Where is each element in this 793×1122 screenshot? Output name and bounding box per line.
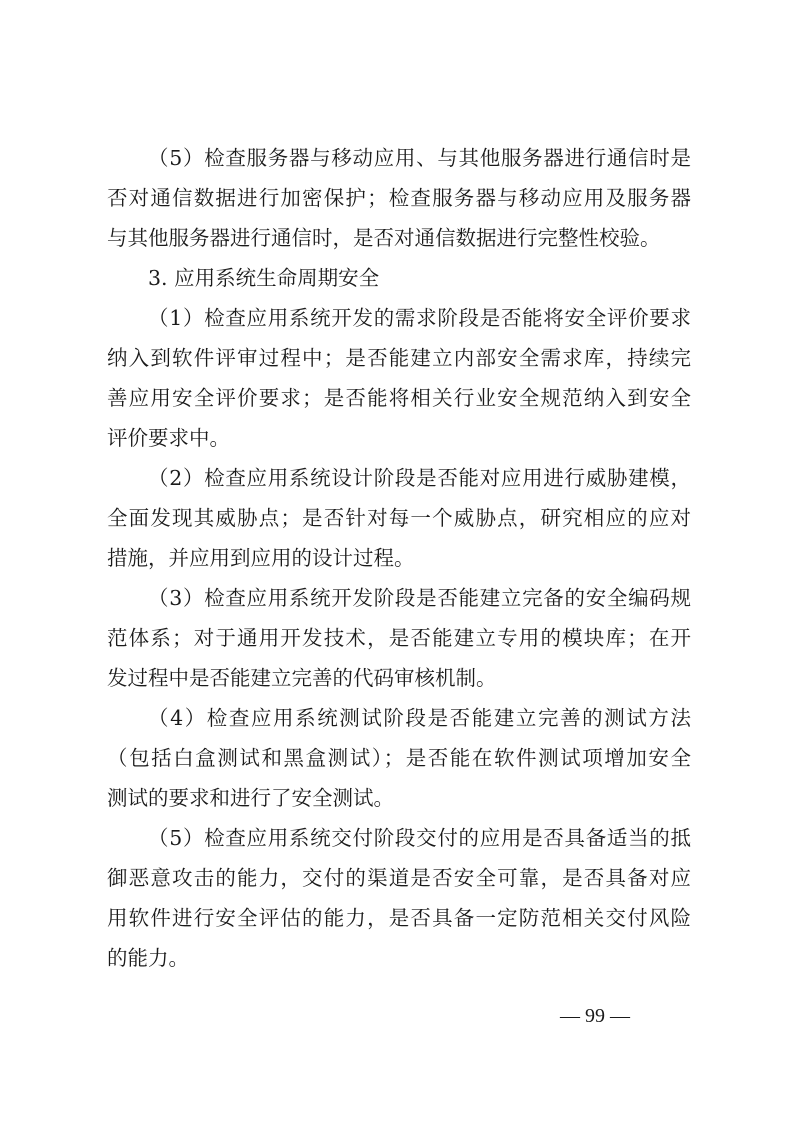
section-heading: 3. 应用系统生命周期安全 <box>148 266 380 290</box>
paragraph-6-line-3: 用软件进行安全评估的能力，是否具备一定防范相关交付风险 <box>107 906 691 930</box>
paragraph-6-line-2: 御恶意攻击的能力，交付的渠道是否安全可靠，是否具备对应 <box>107 866 691 890</box>
paragraph-2-line-1: （1）检查应用系统开发的需求阶段是否能将安全评价要求 <box>148 306 691 330</box>
paragraph-5-line-3: 测试的要求和进行了安全测试。 <box>107 786 394 810</box>
page-number: — 99 — <box>560 1005 630 1027</box>
paragraph-3-line-3: 措施，并应用到应用的设计过程。 <box>107 546 415 570</box>
paragraph-6-line-1: （5）检查应用系统交付阶段交付的应用是否具备适当的抵 <box>148 826 691 850</box>
paragraph-5-line-1: （4）检查应用系统测试阶段是否能建立完善的测试方法 <box>148 706 691 730</box>
paragraph-2-line-3: 善应用安全评价要求；是否能将相关行业安全规范纳入到安全 <box>107 386 691 410</box>
paragraph-4-line-1: （3）检查应用系统开发阶段是否能建立完备的安全编码规 <box>148 586 691 610</box>
paragraph-4-line-3: 发过程中是否能建立完善的代码审核机制。 <box>107 666 497 690</box>
paragraph-6-line-4: 的能力。 <box>107 946 189 970</box>
paragraph-3-line-1: （2）检查应用系统设计阶段是否能对应用进行威胁建模， <box>148 466 691 490</box>
paragraph-2-line-4: 评价要求中。 <box>107 426 230 450</box>
paragraph-3-line-2: 全面发现其威胁点；是否针对每一个威胁点，研究相应的应对 <box>107 506 691 530</box>
paragraph-1-line-2: 否对通信数据进行加密保护；检查服务器与移动应用及服务器 <box>107 186 691 210</box>
paragraph-5-line-2: （包括白盒测试和黑盒测试）；是否能在软件测试项增加安全 <box>107 746 691 770</box>
paragraph-4-line-2: 范体系；对于通用开发技术，是否能建立专用的模块库；在开 <box>107 626 691 650</box>
paragraph-1-line-3: 与其他服务器进行通信时，是否对通信数据进行完整性校验。 <box>107 226 661 250</box>
paragraph-2-line-2: 纳入到软件评审过程中；是否能建立内部安全需求库，持续完 <box>107 346 691 370</box>
paragraph-1-line-1: （5）检查服务器与移动应用、与其他服务器进行通信时是 <box>148 146 691 170</box>
